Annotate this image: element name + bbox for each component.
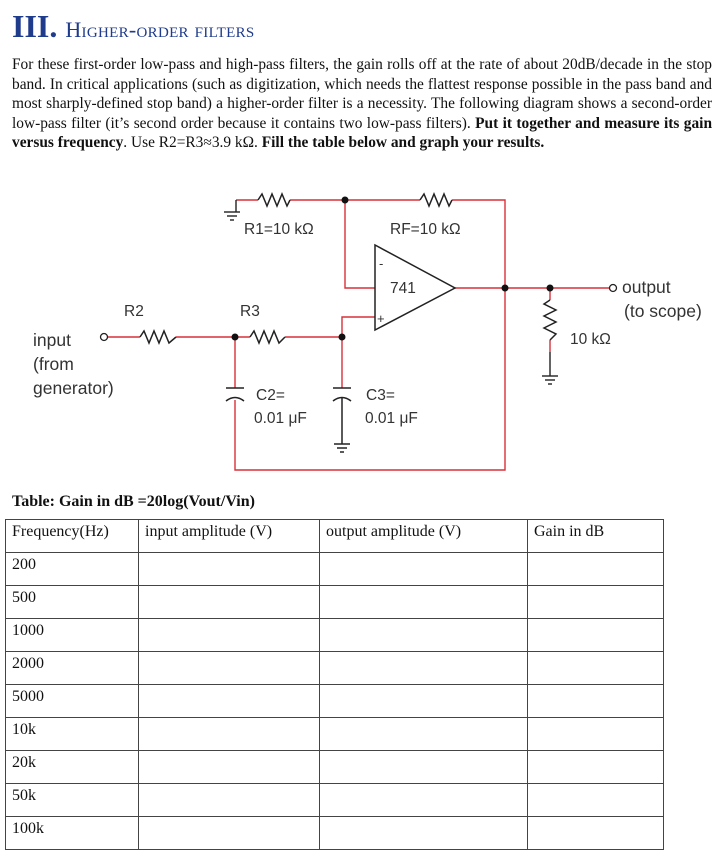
rf-resistor <box>420 194 452 206</box>
table-row <box>6 718 664 751</box>
table-row <box>6 817 664 850</box>
intro-bold-instruction: Put it together and measure its gain versus frequency <box>12 114 713 152</box>
gain-cell[interactable] <box>528 652 664 685</box>
frequency-cell: 200 <box>6 553 139 586</box>
c2-label: C2= <box>256 387 285 404</box>
opamp-minus: - <box>379 256 384 271</box>
table-caption: Table: Gain in dB =20log(Vout/Vin) <box>12 493 255 510</box>
c2-capacitor <box>226 388 244 401</box>
output-amplitude-cell[interactable] <box>320 553 528 586</box>
output-terminal <box>610 285 617 292</box>
gain-cell[interactable] <box>528 718 664 751</box>
output-amplitude-cell[interactable] <box>320 685 528 718</box>
output-amplitude-cell[interactable] <box>320 751 528 784</box>
intro-text: For these first-order low-pass and high-pass filters, the gain rolls off at the rate of about 20dB/decade in the stop band. In critical applications (such as digitization, which needs the flattest response possible in the pass band and most sharply-defined stop band) a higher-order filter is a necessity. The following diagram shows a second-order low-pass filter (it’s second order because it contains two low-pass filters). <box>12 56 712 132</box>
frequency-cell: 20k <box>6 751 139 784</box>
gain-cell[interactable] <box>528 619 664 652</box>
table-header-row <box>6 520 664 553</box>
r2-resistor <box>140 331 176 343</box>
frequency-cell: 1000 <box>6 619 139 652</box>
opamp-plus: + <box>377 311 385 326</box>
table-row <box>6 784 664 817</box>
ground-load <box>542 352 558 384</box>
c3-capacitor <box>333 388 351 452</box>
input-terminal <box>101 334 108 341</box>
table-row <box>6 751 664 784</box>
r3-resistor <box>250 331 285 343</box>
gain-cell[interactable] <box>528 784 664 817</box>
output-amplitude-cell[interactable] <box>320 586 528 619</box>
output-amplitude-cell[interactable] <box>320 619 528 652</box>
header-output-amplitude: output amplitude (V) <box>320 520 528 553</box>
c3-value: 0.01 μF <box>365 410 418 427</box>
output-amplitude-cell[interactable] <box>320 718 528 751</box>
intro-resistor-note: . Use R2=R3≈3.9 kΩ. <box>123 134 262 152</box>
output-amplitude-cell[interactable] <box>320 817 528 850</box>
rf-label: RF=10 kΩ <box>390 221 461 238</box>
ground-r1 <box>224 200 240 220</box>
frequency-cell: 5000 <box>6 685 139 718</box>
section-title: Higher-order filters <box>65 17 255 42</box>
r1-resistor <box>258 194 290 206</box>
input-label: input <box>33 330 71 350</box>
section-number: III. <box>12 8 58 44</box>
rload-resistor <box>544 300 556 340</box>
frequency-cell: 500 <box>6 586 139 619</box>
frequency-cell: 10k <box>6 718 139 751</box>
frequency-cell: 100k <box>6 817 139 850</box>
gain-cell[interactable] <box>528 685 664 718</box>
opamp-label: 741 <box>390 280 416 297</box>
gain-table <box>5 519 664 850</box>
rload-label: 10 kΩ <box>570 331 611 348</box>
output-label: output <box>622 277 671 297</box>
table-row <box>6 586 664 619</box>
resistors <box>140 194 556 343</box>
input-label-2: (from <box>33 354 74 374</box>
header-gain: Gain in dB <box>528 520 664 553</box>
frequency-cell: 50k <box>6 784 139 817</box>
r3-label: R3 <box>240 303 260 320</box>
gain-cell[interactable] <box>528 817 664 850</box>
input-label-3: generator) <box>33 378 114 398</box>
gain-cell[interactable] <box>528 751 664 784</box>
input-amplitude-cell[interactable] <box>139 685 320 718</box>
input-amplitude-cell[interactable] <box>139 553 320 586</box>
input-amplitude-cell[interactable] <box>139 784 320 817</box>
input-amplitude-cell[interactable] <box>139 586 320 619</box>
circuit-wires <box>108 200 610 470</box>
r2-label: R2 <box>124 303 144 320</box>
input-amplitude-cell[interactable] <box>139 619 320 652</box>
c3-label: C3= <box>366 387 395 404</box>
c2-value: 0.01 μF <box>254 410 307 427</box>
header-input-amplitude: input amplitude (V) <box>139 520 320 553</box>
input-amplitude-cell[interactable] <box>139 817 320 850</box>
intro-fill-instruction: Fill the table below and graph your results. <box>261 134 545 152</box>
header-frequency: Frequency(Hz) <box>6 520 139 553</box>
gain-cell[interactable] <box>528 553 664 586</box>
table-row <box>6 685 664 718</box>
table-row <box>6 652 664 685</box>
gain-cell[interactable] <box>528 586 664 619</box>
input-amplitude-cell[interactable] <box>139 718 320 751</box>
table-row <box>6 619 664 652</box>
input-amplitude-cell[interactable] <box>139 751 320 784</box>
r1-label: R1=10 kΩ <box>244 221 314 238</box>
frequency-cell: 2000 <box>6 652 139 685</box>
input-amplitude-cell[interactable] <box>139 652 320 685</box>
output-amplitude-cell[interactable] <box>320 784 528 817</box>
output-label-2: (to scope) <box>624 301 702 321</box>
table-row <box>6 553 664 586</box>
output-amplitude-cell[interactable] <box>320 652 528 685</box>
